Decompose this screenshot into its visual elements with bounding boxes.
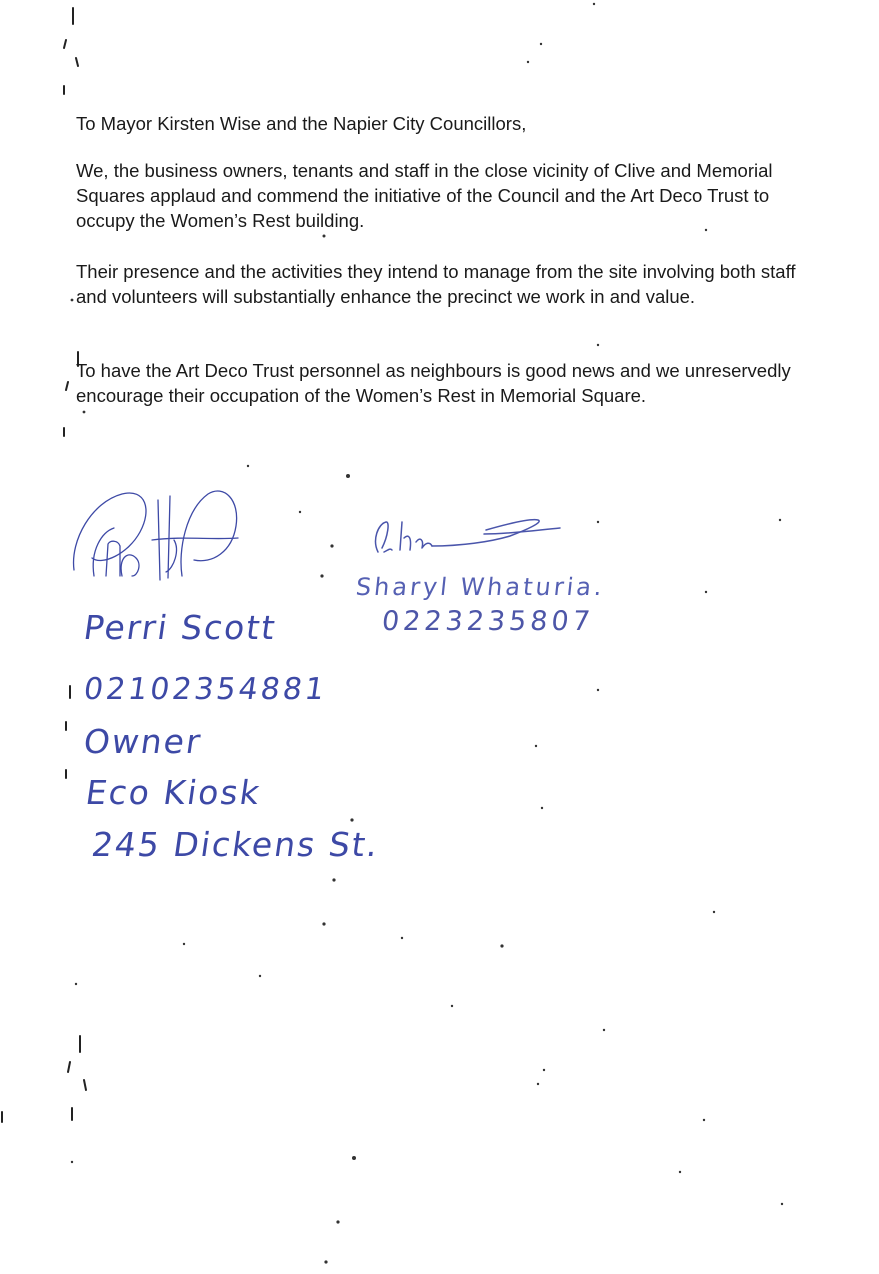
signatory-phone-left: 02102354881	[81, 672, 330, 707]
letter-paragraph: Their presence and the activities they intend to manage from the site involving both staff and volunteers will substantially enhance the precinct we work in and value.	[76, 261, 796, 307]
signatory-name-right: Sharyl Whaturia.	[354, 573, 607, 601]
letter-paragraph: To have the Art Deco Trust personnel as neighbours is good news and we unreservedly encourage their occupation of the Women’s Rest in Memorial Square.	[76, 360, 791, 406]
signature-scribble-right	[360, 512, 570, 562]
signatory-phone-right: 0223235807	[380, 606, 596, 637]
signatory-business-left: Eco Kiosk	[83, 773, 264, 812]
signatory-role-left: Owner	[81, 722, 205, 761]
signatory-address-left: 245 Dickens St.	[89, 825, 383, 864]
letter-salutation: To Mayor Kirsten Wise and the Napier City Councillors,	[76, 113, 527, 134]
signatory-name-left: Perri Scott	[81, 608, 280, 647]
signature-scribble-left	[62, 480, 252, 590]
letter-paragraph: We, the business owners, tenants and staff in the close vicinity of Clive and Memorial Squares applaud and commend the initiative of the Council and the Art Deco Trust to occupy the Women’s Rest building.	[76, 160, 773, 231]
